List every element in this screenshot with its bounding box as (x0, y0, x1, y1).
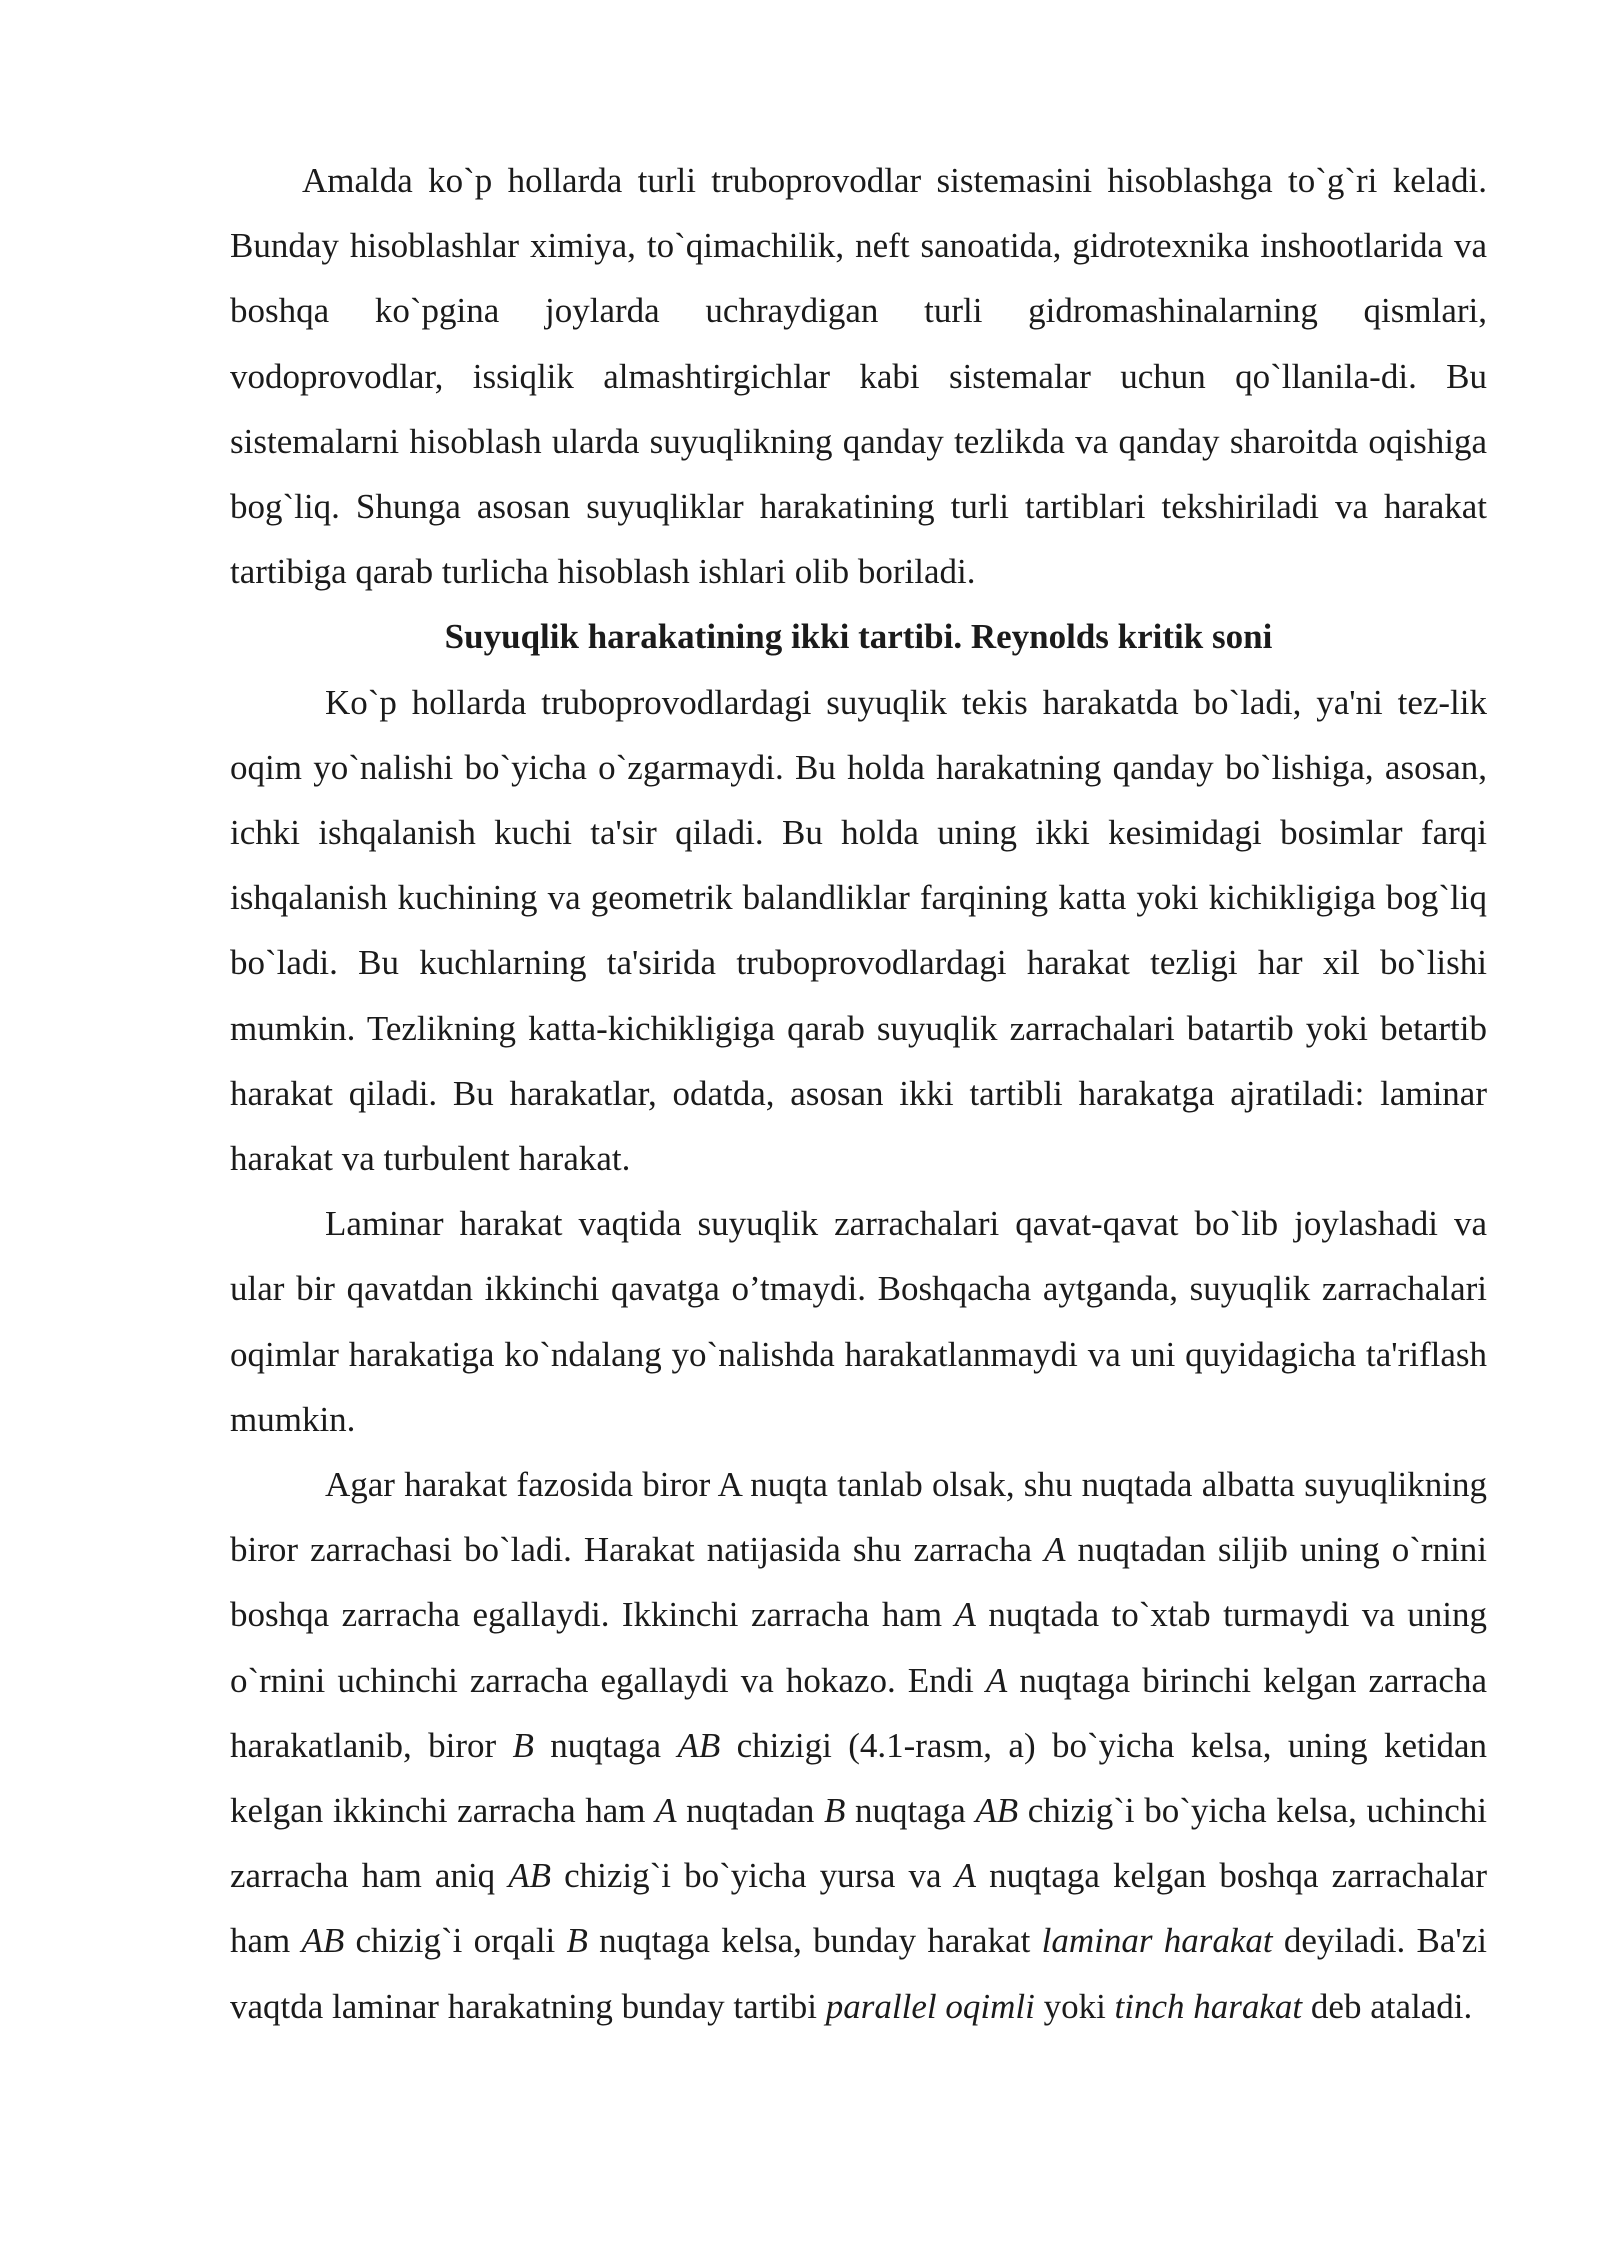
term-emphasis: parallel oqimli (825, 1986, 1035, 2026)
text-run: nuqtadan (676, 1791, 824, 1831)
paragraph-laminar-definition: Laminar harakat vaqtida suyuqlik zarrachalari qavat-qavat bo`lib joylashadi va ular bir qavatdan ikkinchi qavatga o’tmaydi. Boshqacha aytganda, suyuqlik zarrachalari oqimlar harakatiga ko`ndalang yo`nalishda harakatlanmaydi va uni quyidagicha ta'riflash mumkin. (230, 1204, 1487, 1439)
point-label: A (985, 1660, 1008, 1700)
line-label: AB (975, 1791, 1019, 1831)
text-run: nuqtaga kelgan boshqa zarrachalar ham (230, 1856, 1487, 1961)
text-run: nuqtaga (533, 1725, 678, 1765)
text-run: chizig`i orqali (344, 1921, 567, 1961)
point-label: A (1044, 1530, 1066, 1570)
text-run: chizigi (4.1-rasm, a) bo`yicha kelsa, uning ketidan kelgan ikkinchi zarracha ham (230, 1725, 1487, 1831)
point-label: A (655, 1791, 677, 1831)
text-run: chizig`i bo`yicha yursa va (551, 1856, 955, 1896)
point-label: B (566, 1921, 588, 1961)
line-label: AB (677, 1725, 721, 1765)
text-run: nuqtaga kelsa, bunday harakat (587, 1921, 1042, 1961)
text-run: yoki (1034, 1986, 1115, 2026)
term-emphasis: tinch harakat (1114, 1986, 1303, 2026)
text-run: nuqtaga birinchi kelgan zarracha harakatlanib, biror (230, 1660, 1487, 1765)
text-run: deyiladi. Ba'zi vaqtda laminar harakatning bunday tartibi (230, 1921, 1487, 2026)
point-label: A (954, 1595, 976, 1635)
text-run: nuqtadan siljib uning o`rnini boshqa zarracha egallaydi. Ikkinchi zarracha ham (230, 1530, 1487, 1635)
point-label: A (954, 1856, 977, 1896)
paragraph-laminar-explanation (230, 1452, 1487, 2039)
term-emphasis: laminar harakat (1041, 1921, 1273, 1961)
point-label: B (823, 1791, 846, 1831)
text-run: chizig`i bo`yicha kelsa, uchinchi zarracha ham aniq (230, 1791, 1488, 1896)
paragraph-flow-regimes: Ko`p hollarda truboprovodlardagi suyuqlik tekis harakatda bo`ladi, ya'ni tez-lik oqim yo`nalishi bo`yicha o`zgarmaydi. Bu holda harakatning qanday bo`lishiga, asosan, ichki ishqalanish kuchi ta'sir qiladi. Bu holda uning ikki kesimidagi bosimlar farqi ishqalanish kuchining va geometrik balandliklar farqining katta yoki kichikligiga bog`liq bo`ladi. Bu kuchlarning ta'sirida truboprovodlardagi harakat tezligi har xil bo`lishi mumkin. Tezlikning katta-kichikligiga qarab suyuqlik zarrachalari batartib yoki betartib harakat qiladi. Bu harakatlar, odatda, asosan ikki tartibli harakatga ajratiladi: laminar harakat va turbulent harakat. (230, 682, 1487, 1179)
paragraph-intro: Amalda ko`p hollarda turli truboprovodlar sistemasini hisoblashga to`g`ri keladi. Bunday hisoblashlar ximiya, to`qimachilik, neft sanoatida, gidrotexnika inshootlarida va boshqa ko`pgina joylarda uchraydigan turli gidromashinalarning qismlari, vodoprovodlar, issiqlik almashtirgichlar kabi sistemalar uchun qo`llanila-di. Bu sistemalarni hisoblash ularda suyuqlikning qanday tezlikda va qanday sharoitda oqishiga bog`liq. Shunga asosan suyuqliklar harakatining turli tartiblari tekshiriladi va harakat tartibiga qarab turlicha hisoblash ishlari olib boriladi. (230, 161, 1487, 592)
text-run: nuqtaga (845, 1791, 976, 1831)
document-page (230, 148, 1487, 2039)
text-run: deb ataladi. (1302, 1986, 1473, 2026)
text-run: nuqtada to`xtab turmaydi va uning o`rnini uchinchi zarracha egallaydi va hokazo. Endi (230, 1595, 1488, 1700)
text-run: Agar harakat fazosida biror A nuqta tanlab olsak, shu nuqtada albatta suyuqlikning biror zarrachasi bo`ladi. Harakat natijasida shu zarracha (230, 1465, 1487, 1570)
section-heading: Suyuqlik harakatining ikki tartibi. Reynolds kritik soni (444, 617, 1273, 657)
line-label: AB (301, 1921, 345, 1961)
line-label: AB (508, 1856, 552, 1896)
point-label: B (512, 1725, 534, 1765)
